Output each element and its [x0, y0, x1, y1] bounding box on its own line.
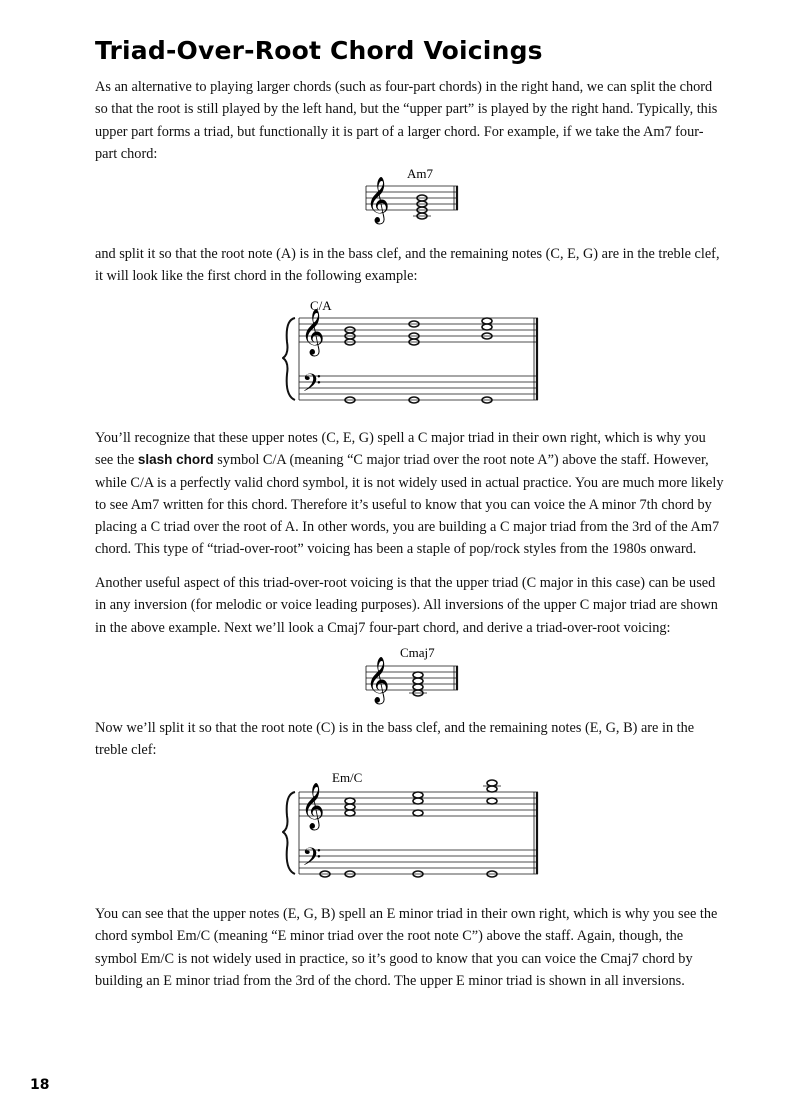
cmaj7-chord-symbol: Cmaj7 — [400, 645, 435, 660]
page-title: Triad-Over-Root Chord Voicings — [95, 36, 543, 65]
ca-chord-symbol: C/A — [310, 298, 332, 313]
treble-clef-icon: 𝄞 — [301, 309, 325, 354]
treble-clef-icon: 𝄞 — [301, 783, 325, 828]
treble-clef-icon: 𝄞 — [366, 657, 390, 702]
slash-chord-term: slash chord — [137, 452, 214, 468]
am7-chord-notes — [417, 195, 427, 219]
bass-clef-icon: 𝄢 — [302, 844, 322, 877]
page-number: 18 — [30, 1077, 50, 1093]
split-cmaj7-paragraph: Now we’ll split it so that the root note (C) is in the bass clef, and the remaining notes (E, G, B) are in the treble clef: — [95, 720, 695, 759]
cmaj7-chord-notes — [413, 672, 423, 696]
ca-grand-staff-example — [282, 298, 544, 408]
bass-clef-icon: 𝄢 — [302, 370, 322, 403]
am7-staff-example — [360, 160, 470, 230]
treble-clef-icon: 𝄞 — [366, 177, 390, 222]
cmaj7-staff-example — [360, 644, 470, 706]
am7-chord-symbol: Am7 — [407, 166, 433, 181]
emc-chord-symbol: Em/C — [332, 770, 363, 785]
ca-treble-notes — [345, 318, 492, 345]
split-paragraph: and split it so that the root note (A) is in the bass clef, and the remaining notes (C, E, G) are in the treble clef, it will look like the first chord in the following example: — [95, 246, 720, 285]
slash-chord-paragraph: You’ll recognize that these upper notes (C, E, G) spell a C major triad in their own right, which is why you see the slash chord symbol C/A (meaning “C major triad over the root note A”) above the staff. However, while C/A is a perfectly valid chord symbol, it is not widely used in actual practice. You are much more likely to see Am7 written for this chord. Therefore it’s useful to know that you can voice the A minor 7th chord by placing a C triad over the root of A. In other words, you are building a C major triad from the 3rd of the Am7 chord. This type of “triad-over-root” voicing has been a staple of pop/rock styles from the 1980s onward. — [95, 430, 724, 558]
inversion-paragraph: Another useful aspect of this triad-over-root voicing is that the upper triad (C major in this case) can be used in any inversion (for melodic or voice leading purposes). All inversions of the upper C major triad are shown in the above example. Next we’ll look a Cmaj7 four-part chord, and derive a triad-over-root voicing: — [95, 575, 718, 636]
em-triad-paragraph: You can see that the upper notes (E, G, B) spell an E minor triad in their own right, which is why you see the chord symbol Em/C (meaning “E minor triad over the root note C”) above the staff. Again, though, the symbol Em/C is not widely used in practice, so it’s good to know that you can voice the Cmaj7 chord by building an E minor triad from the 3rd of the chord. The upper E minor triad is shown in all inversions. — [95, 906, 718, 989]
emc-grand-staff-example — [282, 770, 544, 882]
intro-paragraph: As an alternative to playing larger chords (such as four-part chords) in the right hand, we can split the chord so that the root is still played by the left hand, but the “upper part” is played by the right hand. Typically, this upper part forms a triad, but functionally it is part of a larger chord. For example, if we take the Am7 four-part chord: — [95, 79, 718, 162]
